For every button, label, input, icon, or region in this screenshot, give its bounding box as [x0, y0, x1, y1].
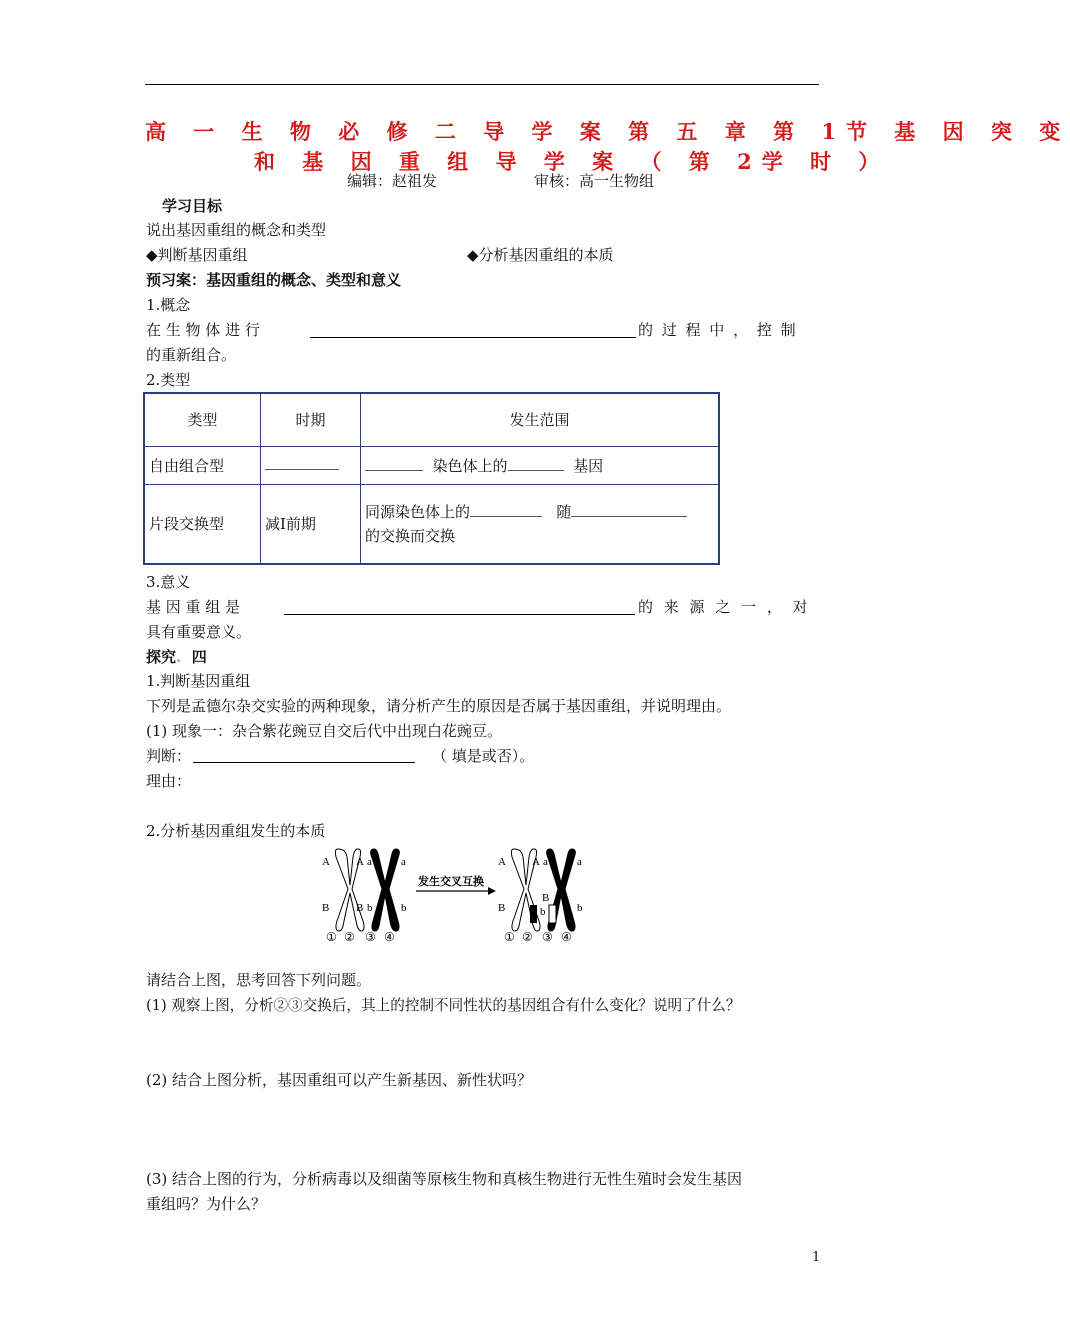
label-b-4: b — [401, 902, 407, 914]
label-B-3r: B — [542, 892, 550, 904]
sub-question-1: (1) 观察上图，分析②③交换后，其上的控制不同性状的基因组合有什么变化？说明了什么？ — [146, 997, 741, 1014]
sub-question-2: (2) 结合上图分析，基因重组可以产生新基因、新性状吗？ — [146, 1071, 533, 1089]
exchanged-segment-white — [549, 905, 556, 923]
table-row1-period[interactable] — [261, 446, 361, 484]
label-a-3: a — [367, 856, 372, 868]
meaning-blank[interactable] — [284, 599, 635, 615]
label-A-2: A — [356, 856, 364, 868]
table-row1-range — [361, 446, 720, 484]
explore-heading-text: 探究 — [146, 648, 177, 666]
label-b-3: b — [367, 902, 373, 914]
table-row2-type: 片段交换型 — [144, 484, 261, 564]
table-row2-period: 减Ⅰ前期 — [261, 484, 361, 564]
header-rule — [145, 84, 819, 85]
goals-line1: 说出基因重组的概念和类型 — [146, 221, 327, 239]
chromosome-3-left — [371, 849, 400, 931]
goal-item-left: ◆判断基因重组 — [146, 246, 248, 264]
concept-text-c: 的重新组合。 — [146, 346, 237, 364]
reviewer: 审核：高一生物组 — [534, 172, 655, 190]
q1-title: 1.判断基因重组 — [146, 672, 251, 690]
prompt: 请结合上图，思考回答下列问题。 — [146, 971, 372, 989]
page-title-line1: 高 一 生 物 必 修 二 导 学 案 第 五 章 第 1节 基 因 突 变 — [145, 119, 1070, 144]
label-a-3r: a — [543, 856, 548, 868]
table-header-type: 类型 — [144, 393, 261, 446]
label-A-2r: A — [532, 856, 540, 868]
q2-title: 2.分析基因重组发生的本质 — [146, 822, 326, 840]
arrow-label: 发生交叉互换 — [418, 876, 484, 888]
recombination-type-table — [143, 392, 720, 565]
explore-heading-num: 四 — [191, 648, 207, 666]
explore-heading: 探究. 四 — [146, 648, 207, 666]
page-number: 1 — [812, 1250, 821, 1265]
chrom-num-3: ③ — [365, 930, 376, 944]
row2-blank-b[interactable] — [571, 504, 687, 517]
row2-range-b: 随 — [556, 502, 572, 521]
reason-label: 理由： — [146, 772, 192, 790]
chrom-num-4: ④ — [384, 930, 395, 944]
label-b-4r: b — [577, 902, 583, 914]
label-A-1: A — [322, 856, 330, 868]
judge-blank[interactable] — [193, 748, 415, 763]
label-a-4r: a — [577, 856, 582, 868]
label-a-4: a — [401, 856, 406, 868]
label-B-1r: B — [498, 902, 506, 914]
goal-item-right: ◆分析基因重组的本质 — [467, 246, 614, 264]
crossover-diagram — [318, 843, 590, 945]
page-title-line2: 和 基 因 重 组 导 学 案 （ 第 2学 时 ） — [254, 149, 890, 174]
concept-blank[interactable] — [310, 322, 636, 338]
chrom-num-2: ② — [344, 930, 355, 944]
chrom-num-2r: ② — [522, 930, 533, 944]
table-header-period: 时期 — [261, 393, 361, 446]
type-title: 2.类型 — [146, 371, 191, 389]
meaning-text-b: 的 来 源 之 一 ， 对 — [638, 598, 811, 616]
row2-range-a: 同源染色体上的 — [365, 502, 471, 521]
label-A-1r: A — [498, 856, 506, 868]
row1-range-end: 基因 — [573, 456, 604, 475]
q1-item: (1) 现象一：杂合紫花豌豆自交后代中出现白花豌豆。 — [146, 722, 503, 740]
sub-question-3a: (3) 结合上图的行为，分析病毒以及细菌等原核生物和真核生物进行无性生殖时会发生基因 — [146, 1170, 743, 1188]
concept-title: 1.概念 — [146, 296, 191, 314]
label-b-2r: b — [540, 906, 546, 918]
table-header-range: 发生范围 — [361, 393, 720, 446]
row1-range-mid: 染色体上的 — [432, 456, 508, 475]
table-row2-range — [361, 484, 720, 564]
label-B-2: B — [356, 902, 364, 914]
meaning-title: 3.意义 — [146, 573, 191, 591]
exchanged-segment-black — [530, 905, 537, 923]
q1-intro: 下列是孟德尔杂交实验的两种现象，请分析产生的原因是否属于基因重组，并说明理由。 — [146, 697, 732, 715]
arrow-head-icon — [488, 887, 496, 895]
table-row1-type: 自由组合型 — [144, 446, 261, 484]
chrom-num-4r: ④ — [561, 930, 572, 944]
editor: 编辑：赵祖发 — [347, 172, 438, 190]
judge-hint: （ 填是或否）。 — [432, 747, 535, 765]
meaning-text-c: 具有重要意义。 — [146, 623, 252, 641]
sub-question-3b: 重组吗？为什么？ — [146, 1195, 267, 1213]
row1-blank-b[interactable] — [508, 458, 564, 471]
chrom-num-1r: ① — [504, 930, 515, 944]
row2-blank-a[interactable] — [470, 504, 542, 517]
preview-heading: 预习案：基因重组的概念、类型和意义 — [146, 271, 402, 289]
row2-range-c: 的交换而交换 — [365, 526, 456, 545]
chrom-num-1: ① — [326, 930, 337, 944]
goals-heading: 学习目标 — [162, 197, 223, 215]
label-B-1: B — [322, 902, 330, 914]
row1-blank-a[interactable] — [365, 458, 423, 471]
chrom-num-3r: ③ — [542, 930, 553, 944]
concept-text-b: 的 过 程 中 ， 控 制 — [638, 321, 798, 339]
judge-label: 判断： — [146, 747, 192, 765]
concept-text-a: 在 生 物 体 进 行 — [146, 321, 260, 339]
meaning-text-a: 基 因 重 组 是 — [146, 598, 241, 616]
